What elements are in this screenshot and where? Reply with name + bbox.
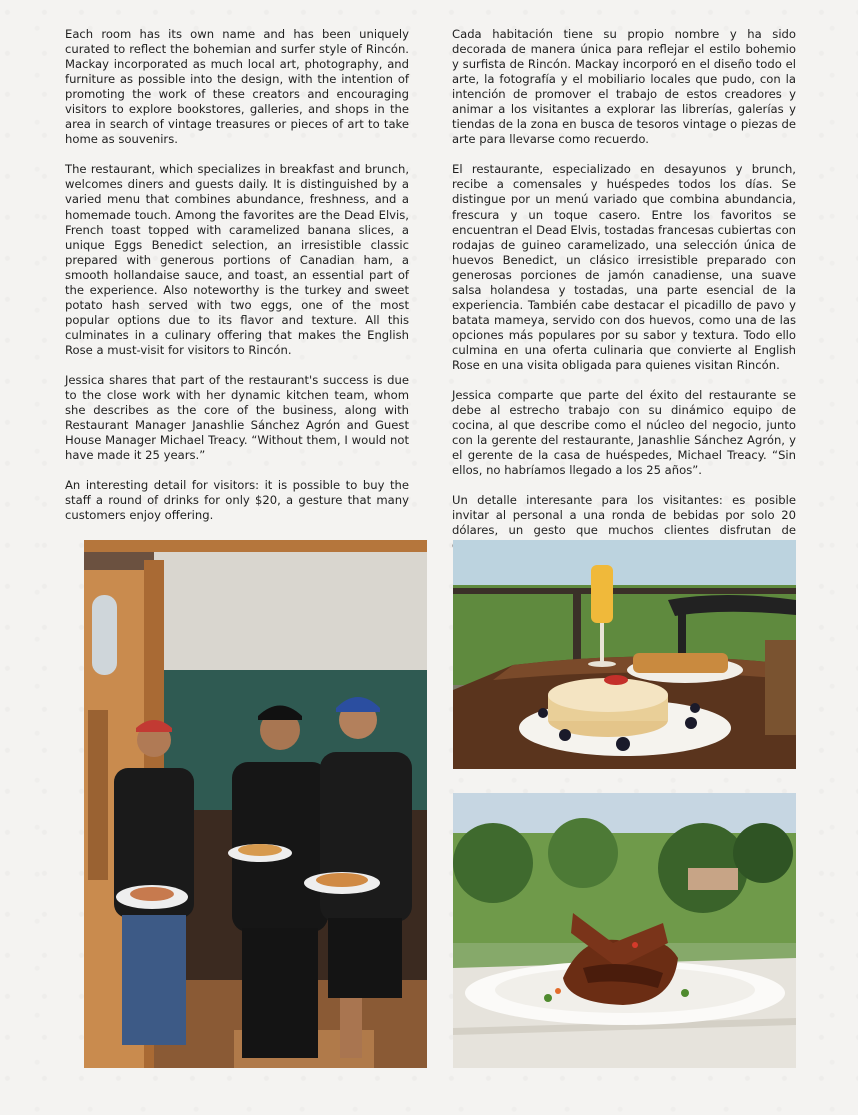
english-column	[65, 27, 409, 538]
pancakes-brunch-photo	[453, 540, 796, 769]
english-paragraph-team: Jessica shares that part of the restaurant's success is due to the close work with her dynamic kitchen team, whom she describes as the core of the business, along with Restaurant Manager Janashlie Sánchez Agrón and Guest House Manager Michael Treacy. “Without them, I would not have made it 25 years.”	[65, 372, 409, 463]
spanish-paragraph-drinks: Un detalle interesante para los visitantes: es posible invitar al personal a una ronda de bebidas por solo 20 dólares, un gesto que muchos clientes disfrutan de	[452, 493, 796, 538]
english-paragraph-rooms: Each room has its own name and has been uniquely curated to reflect the bohemian and surfer style of Rincón. Mackay incorporated as much local art, photography, and furniture as possible into the design, with the intention of promoting the work of these creators and encouraging visitors to explore bookstores, galleries, and shops in the area in search of vintage treasures or pieces of art to take home as souvenirs.	[65, 27, 409, 147]
ribs-plate-photo	[453, 793, 796, 1068]
kitchen-staff-photo	[84, 540, 427, 1068]
spanish-column	[452, 27, 796, 569]
spanish-paragraph-rooms: Cada habitación tiene su propio nombre y ha sido decorada de manera única para reflejar el estilo bohemio y surfista de Rincón. Mackay incorporó en el diseño todo el arte, la fotografía y el mobiliario locales que pudo, con la intención de promover el trabajo de estos creadores y animar a los visitantes a explorar las librerías, galerías y tiendas de la zona en busca de tesoros vintage o piezas de arte para llevarse como recuerdo.	[452, 27, 796, 147]
english-paragraph-restaurant: The restaurant, which specializes in breakfast and brunch, welcomes diners and guests daily. It is distinguished by a varied menu that combines abundance, freshness, and a homemade touch. Among the favorites are the Dead Elvis, French toast topped with caramelized banana slices, a unique Eggs Benedict selection, an irresistible classic prepared with generous portions of Canadian ham, a smooth hollandaise sauce, and toast, an essential part of the experience. Also noteworthy is the turkey and sweet potato hash served with two eggs, one of the most popular options due to its flavor and texture. All this culminates in a culinary offering that makes the English Rose a must-visit for visitors to Rincón.	[65, 162, 409, 357]
spanish-paragraph-team: Jessica comparte que parte del éxito del restaurante se debe al estrecho trabajo con su dinámico equipo de cocina, al que describe como el núcleo del negocio, junto con la gerente del restaurante, Janashlie Sánchez Agrón, y el gerente de la casa de huéspedes, Michael Treacy. “Sin ellos, no habríamos llegado a los 25 años”.	[452, 388, 796, 478]
english-paragraph-drinks: An interesting detail for visitors: it is possible to buy the staff a round of drinks for only $20, a gesture that many customers enjoy offering.	[65, 478, 409, 523]
spanish-paragraph-restaurant: El restaurante, especializado en desayunos y brunch, recibe a comensales y huéspedes todos los días. Se distingue por un menú variado que combina abundancia, frescura y un toque casero. Entre los favoritos se encuentran el Dead Elvis, tostadas francesas cubiertas con rodajas de guineo caramelizado, una selección única de huevos Benedict, un clásico irresistible preparado con generosas porciones de jamón canadiense, una suave salsa holandesa y tostadas, una parte esencial de la experiencia. También cabe destacar el picadillo de pavo y batata mameya, servido con dos huevos, como una de las opciones más populares por su sabor y textura. Todo ello culmina en una oferta culinaria que convierte al English Rose en una visita obligada para quienes visitan Rincón.	[452, 162, 797, 372]
